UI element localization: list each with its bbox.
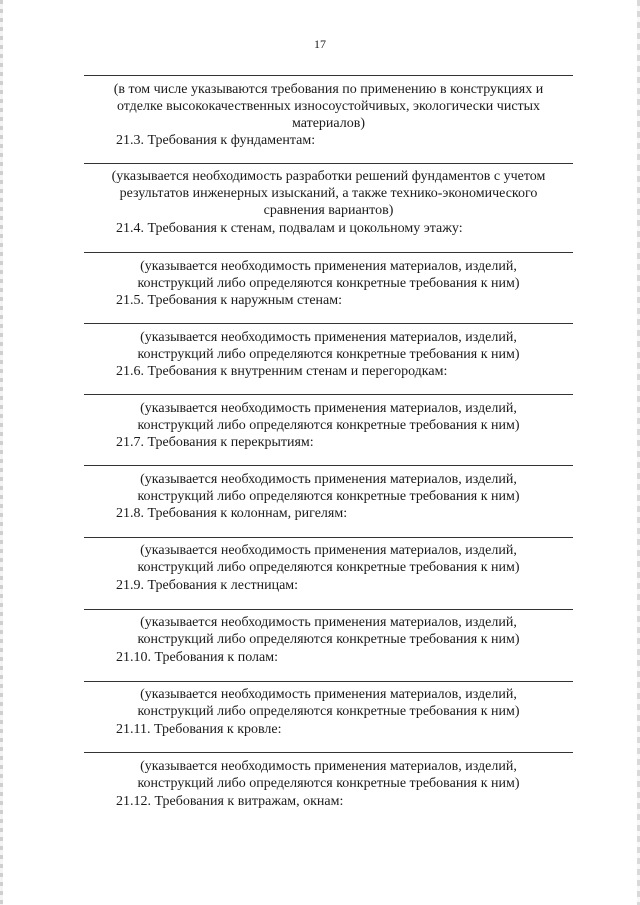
section-heading: 21.8. Требования к колоннам, ригелям: — [116, 506, 348, 521]
explanatory-note — [84, 258, 573, 292]
note-line: сравнения вариантов) — [263, 203, 394, 218]
blank-line — [84, 681, 573, 682]
note-line: отделке высококачественных износоустойчивых, экологически чистых — [116, 99, 541, 114]
section-heading: 21.5. Требования к наружным стенам: — [116, 293, 342, 308]
section-heading: 21.12. Требования к витражам, окнам: — [116, 794, 344, 809]
note-line: (указывается необходимость применения материалов, изделий, — [140, 259, 517, 274]
note-line: результатов инженерных изысканий, а также технико-экономического — [119, 186, 538, 201]
explanatory-note — [84, 758, 573, 792]
scan-edge-left — [0, 0, 3, 905]
note-line: (указывается необходимость применения материалов, изделий, — [140, 687, 517, 702]
blank-line — [84, 252, 573, 253]
explanatory-note — [84, 542, 573, 576]
note-line: конструкций либо определяются конкретные требования к ним) — [137, 276, 520, 291]
explanatory-note — [84, 471, 573, 505]
section-heading: 21.10. Требования к полам: — [116, 650, 278, 665]
note-line: (указывается необходимость применения материалов, изделий, — [140, 615, 517, 630]
note-line: конструкций либо определяются конкретные требования к ним) — [137, 489, 520, 504]
note-line: конструкций либо определяются конкретные требования к ним) — [137, 418, 520, 433]
note-line: конструкций либо определяются конкретные требования к ним) — [137, 560, 520, 575]
note-line: (указывается необходимость применения материалов, изделий, — [140, 472, 517, 487]
page-number: 17 — [314, 37, 326, 51]
explanatory-note — [84, 168, 573, 219]
blank-line — [84, 394, 573, 395]
note-line: (в том числе указываются требования по применению в конструкциях и — [113, 82, 544, 97]
blank-line — [84, 609, 573, 610]
note-line: (указывается необходимость применения материалов, изделий, — [140, 330, 517, 345]
blank-line — [84, 323, 573, 324]
note-line: (указывается необходимость применения материалов, изделий, — [140, 543, 517, 558]
blank-line — [84, 465, 573, 466]
section-heading: 21.6. Требования к внутренним стенам и перегородкам: — [116, 364, 448, 379]
explanatory-note — [84, 329, 573, 363]
note-line: конструкций либо определяются конкретные требования к ним) — [137, 776, 520, 791]
note-line: (указывается необходимость разработки решений фундаментов с учетом — [111, 169, 546, 184]
explanatory-note — [84, 81, 573, 132]
note-line: конструкций либо определяются конкретные требования к ним) — [137, 632, 520, 647]
blank-line — [84, 752, 573, 753]
section-heading: 21.11. Требования к кровле: — [116, 722, 282, 737]
explanatory-note — [84, 400, 573, 434]
note-line: (указывается необходимость применения материалов, изделий, — [140, 401, 517, 416]
note-line: конструкций либо определяются конкретные требования к ним) — [137, 347, 520, 362]
note-line: (указывается необходимость применения материалов, изделий, — [140, 759, 517, 774]
explanatory-note — [84, 614, 573, 648]
section-heading: 21.4. Требования к стенам, подвалам и цокольному этажу: — [116, 221, 463, 236]
section-heading: 21.9. Требования к лестницам: — [116, 578, 299, 593]
blank-line — [84, 75, 573, 76]
blank-line — [84, 537, 573, 538]
explanatory-note — [84, 686, 573, 720]
section-heading: 21.7. Требования к перекрытиям: — [116, 435, 314, 450]
section-heading: 21.3. Требования к фундаментам: — [116, 133, 316, 148]
blank-line — [84, 163, 573, 164]
note-line: конструкций либо определяются конкретные требования к ним) — [137, 704, 520, 719]
note-line: материалов) — [291, 116, 366, 131]
